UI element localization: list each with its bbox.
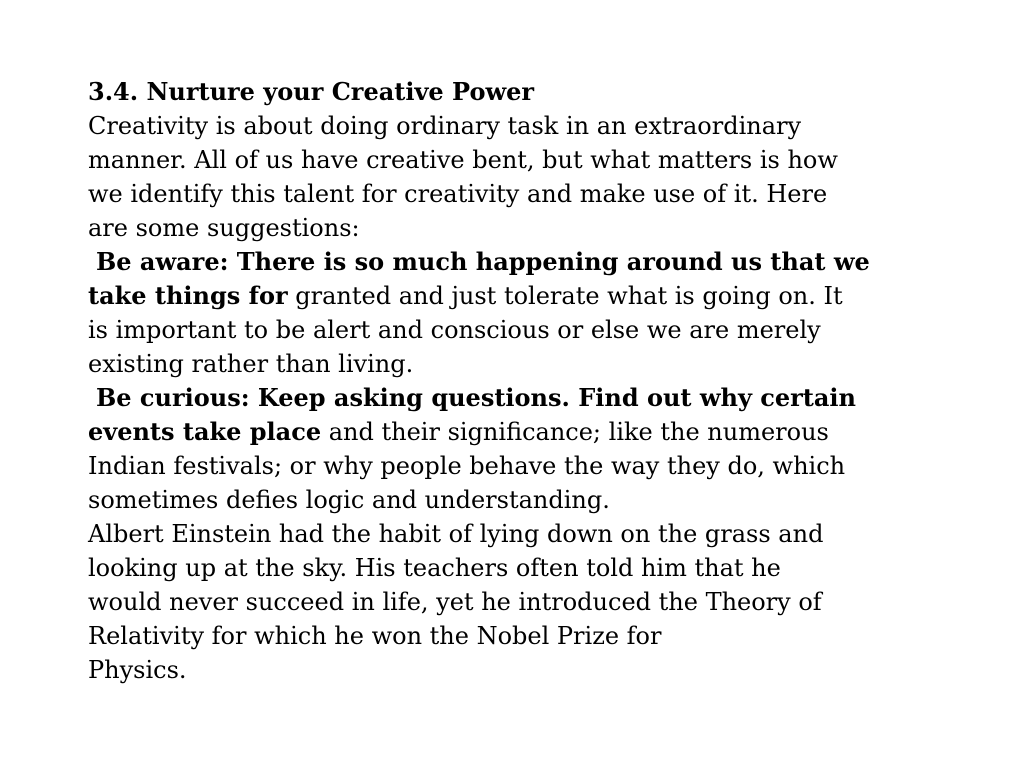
einstein-line: Albert Einstein had the habit of lying down on the grass and [88, 520, 824, 548]
einstein-line: Relativity for which he won the Nobel Prize for [88, 622, 662, 650]
curious-bold-phrase: events take place [88, 417, 322, 446]
aware-bold-line: Be aware: There is so much happening around us that we [96, 247, 870, 276]
aware-bold-phrase: take things for [88, 281, 288, 310]
einstein-line: would never succeed in life, yet he introduced the Theory of [88, 588, 822, 616]
intro-line: we identify this talent for creativity and make use of it. Here [88, 180, 828, 208]
aware-line-3: is important to be alert and conscious or else we are merely [88, 316, 821, 344]
curious-rest-text: and their significance; like the numerous [321, 418, 829, 446]
intro-line: are some suggestions: [88, 214, 360, 242]
curious-bold-line: Be curious: Keep asking questions. Find out why certain [96, 383, 856, 412]
intro-line: manner. All of us have creative bent, but what matters is how [88, 146, 838, 174]
curious-line-2 [88, 415, 968, 449]
slide-content [88, 75, 968, 687]
section-heading: 3.4. Nurture your Creative Power [88, 77, 535, 106]
curious-line-3: Indian festivals; or why people behave the way they do, which [88, 452, 846, 480]
curious-line-4: sometimes defies logic and understanding. [88, 486, 610, 514]
intro-line: Creativity is about doing ordinary task in an extraordinary [88, 112, 802, 140]
aware-rest-text: granted and just tolerate what is going on. It [287, 282, 843, 310]
aware-line-2 [88, 279, 968, 313]
einstein-line: looking up at the sky. His teachers often told him that he [88, 554, 781, 582]
aware-line-4: existing rather than living. [88, 350, 414, 378]
einstein-line: Physics. [88, 656, 187, 684]
